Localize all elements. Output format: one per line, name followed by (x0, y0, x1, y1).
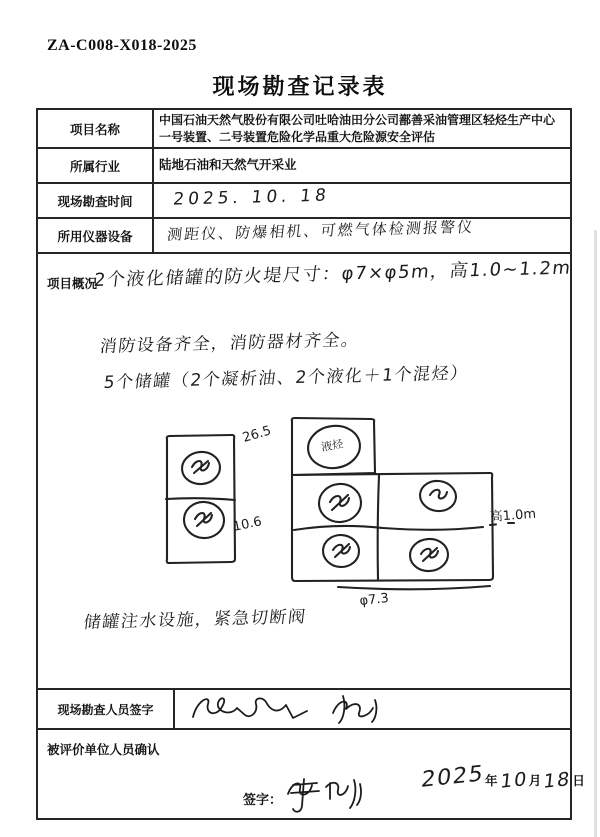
survey-date-handwritten: 2025. 10. 18 (172, 185, 331, 210)
surveyor-signature-label: 现场勘查人员签字 (38, 690, 175, 728)
date-month-unit: 月 (528, 774, 542, 788)
dimension-bottom: φ7.3 (358, 591, 390, 609)
confirmation-date (419, 761, 586, 797)
dimension-right: 高1.0m (489, 506, 537, 525)
row-confirmation (38, 730, 585, 818)
tank-label-top: 液烃 (320, 437, 345, 454)
overview-handwritten-line-1: 2个液化储罐的防火堤尺寸：φ7×φ5m，高1.0~1.2m (92, 257, 573, 291)
wide-box-divider-horizontal (294, 526, 483, 530)
tank-scribble-1 (192, 461, 209, 473)
tank-scribble-4 (330, 495, 349, 510)
doc-number: ZA-C008-X018-2025 (47, 37, 197, 54)
surveyor-signature-area (175, 690, 570, 728)
tank-scribble-2 (195, 513, 212, 526)
page-title: 现场勘查记录表 (212, 74, 388, 99)
surveyor-signatures-scribble (185, 690, 405, 728)
tank-layout-sketch (138, 409, 578, 627)
date-day-handwritten: 18 (542, 768, 573, 793)
row-equipment (38, 219, 570, 254)
equipment-handwritten: 测距仪、防爆相机、可燃气体检测报警仪 (166, 217, 476, 244)
confirmation-label: 被评价单位人员确认 (47, 743, 160, 757)
date-month-handwritten: 10 (498, 768, 529, 793)
confirmation-sign-label: 签字： (243, 792, 283, 807)
tank-scribble-6 (333, 544, 350, 557)
survey-date-label: 现场勘查时间 (38, 184, 154, 217)
scan-edge-artifact (594, 230, 597, 837)
confirmation-sign-line (243, 772, 372, 816)
row-survey-date (38, 184, 570, 219)
confirmation-signature-scribble (282, 772, 372, 816)
overview-handwritten-line-3: 5个储罐（2个凝析油、2个液化＋1个混烃） (102, 363, 470, 393)
date-day-unit: 日 (572, 774, 585, 788)
overview-handwritten-note: 储罐注水设施，紧急切断阀 (82, 607, 308, 633)
dimension-top: 26.5 (240, 423, 273, 446)
project-name-value: 中国石油天然气股份有限公司吐哈油田分公司鄯善采油管理区轻烃生产中心一号装置、二号装置危险化学品重大危险源安全评估 (159, 112, 556, 144)
industry-value: 陆地石油和天然气开采业 (159, 157, 297, 172)
left-tank-group-divider (166, 498, 235, 500)
overview-handwritten-line-2: 消防设备齐全，消防器材齐全。 (98, 330, 361, 357)
row-project-overview (38, 254, 573, 690)
industry-label: 所属行业 (38, 149, 154, 182)
dimension-left: 10.6 (231, 514, 264, 535)
tank-scribble-7 (421, 548, 438, 561)
row-surveyor-signature (38, 690, 570, 730)
project-name-label: 项目名称 (38, 110, 154, 147)
row-project-name (38, 110, 570, 149)
bottom-dimension-line (338, 586, 490, 589)
date-year-handwritten: 2025 (419, 761, 486, 793)
row-industry (38, 149, 570, 184)
equipment-label: 所用仪器设备 (38, 219, 154, 252)
record-table (36, 108, 585, 820)
date-year-unit: 年 (485, 774, 498, 788)
overview-label: 项目概况 (47, 277, 98, 291)
tank-scribble-5 (430, 490, 447, 499)
